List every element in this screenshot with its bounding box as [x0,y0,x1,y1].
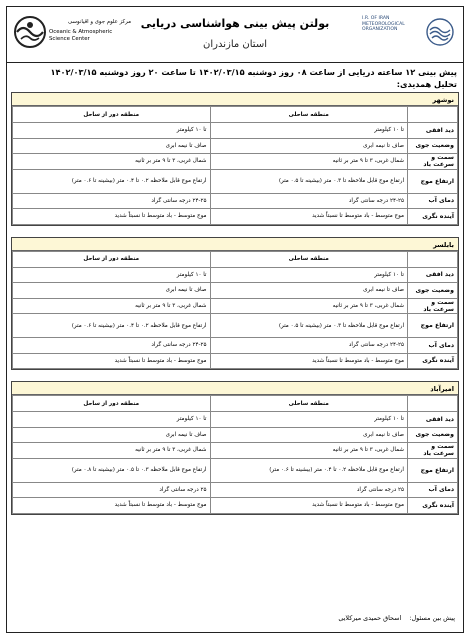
row-label: دمای آب [408,482,458,498]
table-row [13,138,458,154]
empty-header-cell [408,251,458,267]
table-row [13,193,458,209]
ocean-center-emblem-icon [13,15,47,49]
ocean-center-name-line: Science Center [49,36,90,42]
offshore-value: صاف تا نیمه ابری [13,283,211,299]
offshore-column-header: منطقه دور از ساحل [13,251,211,267]
table-row [13,123,458,139]
row-label: دمای آب [408,193,458,209]
station-block-babolsar [11,237,459,371]
coastal-value: شمال غربی، ۳ تا ۹ متر بر ثانیه [210,298,408,314]
station-name: بابلسر [12,238,458,251]
bulletin-header [7,7,463,63]
station-name: نوشهر [12,93,458,106]
row-label: ارتفاع موج [408,169,458,193]
table-row [13,353,458,369]
coastal-value: ۲۴-۲۵ درجه سانتی گراد [210,338,408,354]
coastal-value: موج متوسط - باد متوسط تا نسبتاً شدید [210,209,408,225]
table-row [13,298,458,314]
table-row [13,338,458,354]
table-row [13,154,458,170]
row-label: ارتفاع موج [408,314,458,338]
row-label: آینده نگری [408,353,458,369]
table-row [13,427,458,443]
row-label: وضعیت جوی [408,283,458,299]
coastal-value: شمال غربی، ۳ تا ۹ متر بر ثانیه [210,443,408,459]
offshore-value: شمال غربی، ۳ تا ۹ متر بر ثانیه [13,443,211,459]
coastal-value: صاف تا نیمه ابری [210,427,408,443]
forecast-period-title: پیش بینی ۱۲ ساعته دریایی از ساعت ۰۸ روز دوشنبه ۱۴۰۲/۰۳/۱۵ تا ساعت ۲۰ روز دوشنبه ۱۴۰۲/۰۳/۱۵ [50,67,457,77]
table-row [13,482,458,498]
ocean-atmosphere-center-logo [13,11,131,57]
section-gap [7,226,463,237]
coastal-value: صاف تا نیمه ابری [210,138,408,154]
coastal-value: ۲۴-۲۵ درجه سانتی گراد [210,193,408,209]
row-label: سمت و سرعت باد [408,298,458,314]
offshore-column-header: منطقه دور از ساحل [13,107,211,123]
coastal-value: ارتفاع موج قابل ملاحظه تا ۰.۳ متر (بیشینه تا ۰.۵ متر) [210,314,408,338]
synoptic-analysis-label: تحلیل همدیدی: [396,79,457,89]
row-label: وضعیت جوی [408,138,458,154]
row-label: وضعیت جوی [408,427,458,443]
table-row [13,209,458,225]
row-label: سمت و سرعت باد [408,443,458,459]
coastal-value: تا ۱۰ کیلومتر [210,123,408,139]
offshore-value: تا ۱۰ کیلومتر [13,267,211,283]
bulletin-title: بولتن پیش بینی هواشناسی دریایی [140,17,330,30]
table-row [13,412,458,428]
forecaster-signature [332,614,455,622]
row-label: آینده نگری [408,498,458,514]
ocean-center-name-en [49,29,112,43]
row-label: ارتفاع موج [408,458,458,482]
forecast-table [12,251,458,370]
offshore-value: ارتفاع موج قابل ملاحظه ۰.۳ تا ۰.۵ متر (بیشینه تا ۰.۸ متر) [13,458,211,482]
offshore-value: ۲۴-۲۵ درجه سانتی گراد [13,338,211,354]
table-row [13,314,458,338]
table-row [13,443,458,459]
coastal-value: ۲۵ درجه سانتی گراد [210,482,408,498]
coastal-value: شمال غربی، ۳ تا ۹ متر بر ثانیه [210,154,408,170]
coastal-value: موج متوسط - باد متوسط تا نسبتاً شدید [210,353,408,369]
meteo-org-line: METEOROLOGICAL [362,21,405,27]
province-name: استان مازندران [203,39,267,50]
offshore-value: ۲۴-۲۵ درجه سانتی گراد [13,193,211,209]
offshore-value: موج متوسط - باد متوسط تا نسبتاً شدید [13,353,211,369]
coastal-value: تا ۱۰ کیلومتر [210,412,408,428]
meteo-org-line: ORGANIZATION [362,27,398,33]
offshore-value: شمال غربی، ۳ تا ۹ متر بر ثانیه [13,298,211,314]
coastal-column-header: منطقه ساحلی [210,251,408,267]
table-row [13,267,458,283]
coastal-value: صاف تا نیمه ابری [210,283,408,299]
table-header-row [13,396,458,412]
section-gap [7,370,463,381]
offshore-value: تا ۱۰ کیلومتر [13,123,211,139]
offshore-value: صاف تا نیمه ابری [13,427,211,443]
coastal-column-header: منطقه ساحلی [210,396,408,412]
coastal-column-header: منطقه ساحلی [210,107,408,123]
offshore-column-header: منطقه دور از ساحل [13,396,211,412]
offshore-value: ارتفاع موج قابل ملاحظه ۰.۲ تا ۰.۴ متر (بیشینه تا ۰.۶ متر) [13,169,211,193]
forecaster-label: پیش بین مسئول: [409,614,455,622]
coastal-value: ارتفاع موج قابل ملاحظه تا ۰.۳ متر (بیشینه تا ۰.۵ متر) [210,169,408,193]
offshore-value: ۲۵ درجه سانتی گراد [13,482,211,498]
offshore-value: شمال غربی، ۳ تا ۹ متر بر ثانیه [13,154,211,170]
empty-header-cell [408,107,458,123]
table-row [13,498,458,514]
row-label: دمای آب [408,338,458,354]
offshore-value: موج متوسط - باد متوسط تا نسبتاً شدید [13,498,211,514]
ocean-center-name-fa: مرکز علوم جوی و اقیانوسی [68,19,131,25]
station-name: امیرآباد [12,382,458,395]
table-header-row [13,251,458,267]
coastal-value: ارتفاع موج قابل ملاحظه ۰.۲ تا ۰.۴ متر (بیشینه تا ۰.۶ متر) [210,458,408,482]
table-header-row [13,107,458,123]
row-label: سمت و سرعت باد [408,154,458,170]
forecast-table [12,395,458,514]
bulletin-page [6,6,464,633]
table-row [13,169,458,193]
coastal-value: تا ۱۰ کیلومتر [210,267,408,283]
offshore-value: تا ۱۰ کیلومتر [13,412,211,428]
offshore-value: صاف تا نیمه ابری [13,138,211,154]
station-block-nowshahr [11,92,459,226]
ocean-center-name-line: Oceanic & Atmospheric [49,29,113,35]
forecast-table [12,106,458,225]
offshore-value: موج متوسط - باد متوسط تا نسبتاً شدید [13,209,211,225]
row-label: دید افقی [408,412,458,428]
row-label: دید افقی [408,267,458,283]
meteo-org-line: I.R. OF IRAN [362,16,390,21]
table-row [13,283,458,299]
row-label: آینده نگری [408,209,458,225]
offshore-value: ارتفاع موج قابل ملاحظه ۰.۲ تا ۰.۴ متر (بیشینه تا ۰.۶ متر) [13,314,211,338]
empty-header-cell [408,396,458,412]
coastal-value: موج متوسط - باد متوسط تا نسبتاً شدید [210,498,408,514]
table-row [13,458,458,482]
station-block-amirabad [11,381,459,515]
row-label: دید افقی [408,123,458,139]
forecaster-names: اسحاق حمیدی میرکلایی [338,614,402,622]
